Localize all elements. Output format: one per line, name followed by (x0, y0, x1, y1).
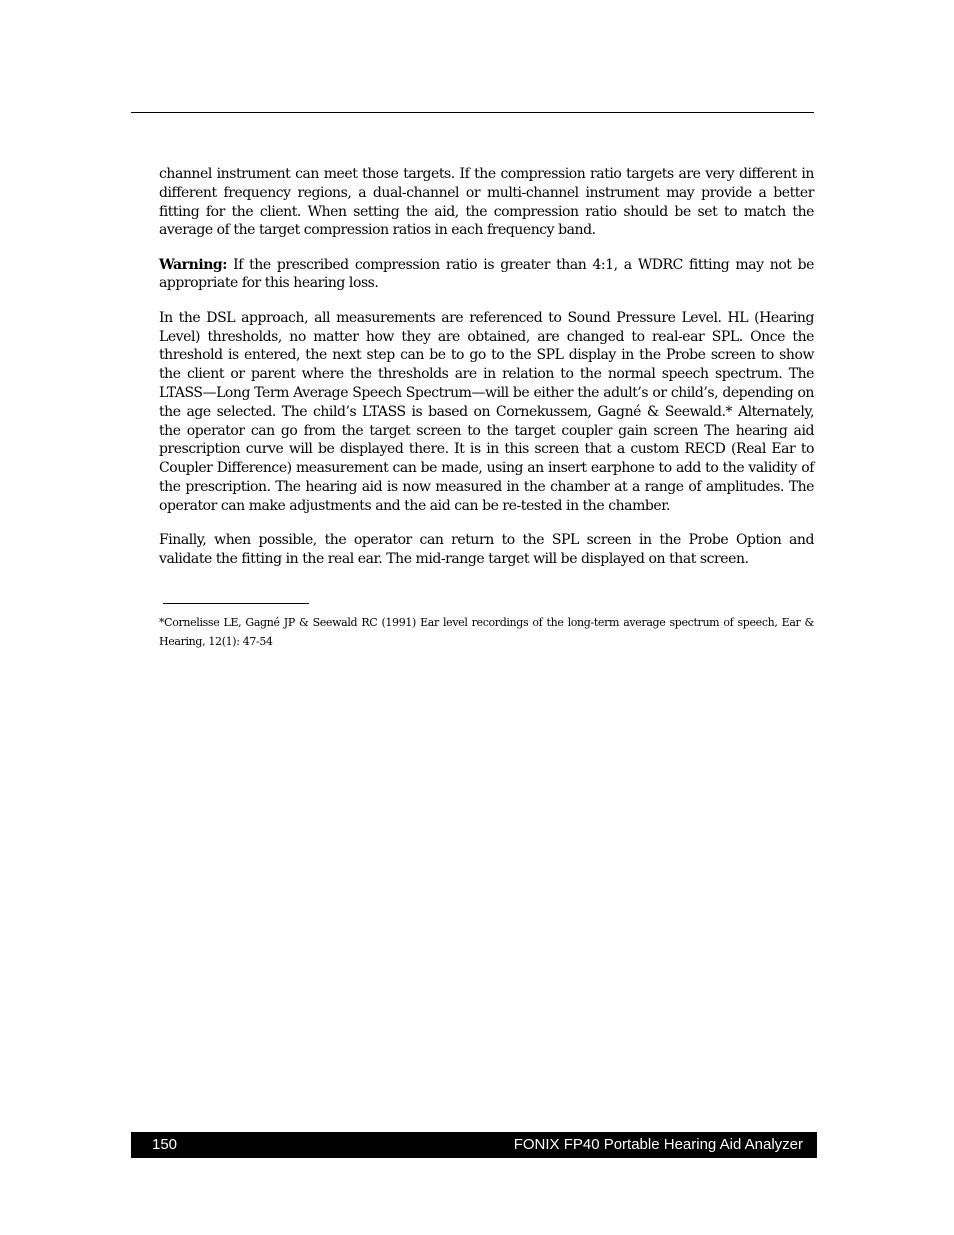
warning-label: Warning: (159, 256, 227, 273)
paragraph-compression-targets: channel instrument can meet those targets. If the compression ratio targets are very different in different frequency regions, a dual-channel or multi-channel instrument may provide a better fitting for the client. When setting the aid, the compression ratio should be set to match the average of the target compression ratios in each frequency band. (159, 166, 814, 239)
warning-paragraph (159, 256, 814, 294)
warning-text: If the prescribed compression ratio is greater than 4:1, a WDRC fitting may not be appropriate for this hearing loss. (159, 256, 814, 292)
footnote-rule (163, 603, 309, 604)
paragraph-finally: Finally, when possible, the operator can return to the SPL screen in the Probe Option and validate the fitting in the real ear. The mid-range target will be displayed on that screen. (159, 532, 814, 567)
page-number: 150 (152, 1136, 178, 1153)
header-rule (131, 112, 814, 113)
footnote: *Cornelisse LE, Gagné JP & Seewald RC (1991) Ear level recordings of the long-term average spectrum of speech, Ear & Hearing, 12(1): 47-54 (159, 616, 814, 648)
document-title: FONIX FP40 Portable Hearing Aid Analyzer (513, 1136, 803, 1153)
main-content (159, 165, 814, 584)
page-footer (131, 1132, 817, 1158)
paragraph-dsl-approach: In the DSL approach, all measurements are referenced to Sound Pressure Level. HL (Hearing Level) thresholds, no matter how they are obtained, are changed to real-ear SPL. Once the threshold is entered, the next step can be to go to the SPL display in the Probe screen to show the client or parent where the thresholds are in relation to the normal speech spectrum. The LTASS—Long Term Average Speech Spectrum—will be either the adult’s or child’s, depending on the age selected. The child’s LTASS is based on Cornekussem, Gagné & Seewald.* Alternately, the operator can go from the target screen to the target coupler gain screen The hearing aid prescription curve will be displayed there. It is in this screen that a custom RECD (Real Ear to Coupler Difference) measurement can be made, using an insert earphone to add to the validity of the prescription. The hearing aid is now measured in the chamber at a range of amplitudes. The operator can make adjustments and the aid can be re-tested in the chamber. (159, 309, 814, 514)
